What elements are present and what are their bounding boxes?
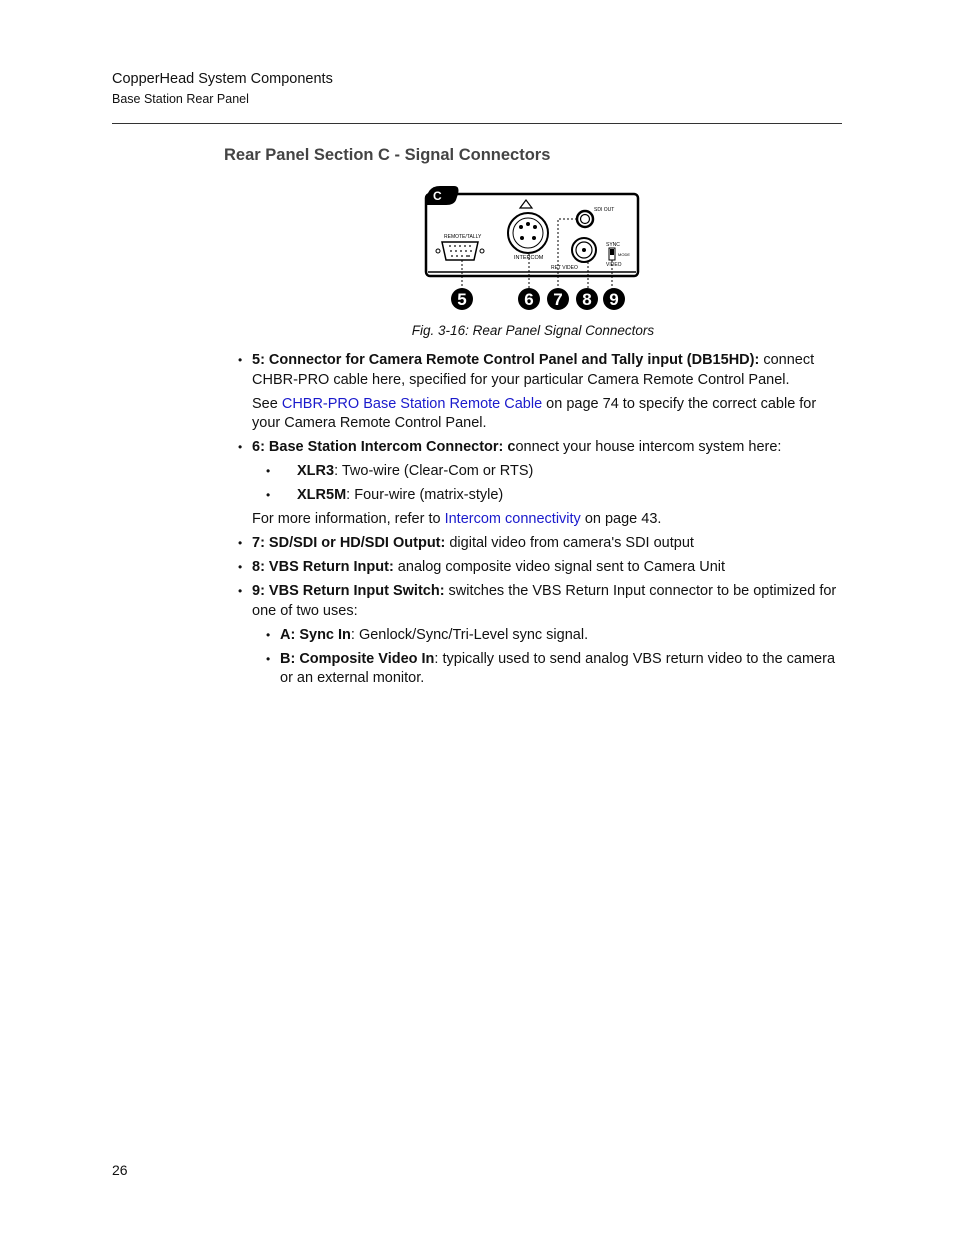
- sync-label: SYNC: [606, 242, 620, 248]
- section-heading: Rear Panel Section C - Signal Connectors: [224, 146, 551, 164]
- more-prefix: For more information, refer to: [252, 511, 445, 527]
- ret-video-label: RET VIDEO: [551, 265, 578, 271]
- sync-in-desc: : Genlock/Sync/Tri-Level sync signal.: [350, 626, 589, 643]
- composite-video-term: B: Composite Video In: [280, 650, 435, 667]
- list-item-6: [238, 438, 842, 458]
- xlr5m-desc: : Four-wire (matrix-style): [346, 487, 504, 503]
- figure-caption: Fig. 3-16: Rear Panel Signal Connectors: [411, 323, 655, 338]
- xlr3-desc: : Two-wire (Clear-Com or RTS): [334, 463, 534, 479]
- item-9-title: 9: VBS Return Input Switch:: [252, 583, 445, 599]
- item-5-text: connect CHBR-PRO cable here, specified for your particular Camera Remote Control Panel.: [252, 352, 815, 388]
- sub-item-xlr5m: [238, 486, 842, 506]
- page-number: 26: [112, 1162, 128, 1178]
- composite-video-desc: : typically used to send analog VBS return video to the camera or an external monitor.: [280, 650, 836, 686]
- sub-item-xlr3: [238, 462, 842, 482]
- item-5-title: 5: Connector for Camera Remote Control Panel and Tally input (DB15HD):: [252, 352, 760, 368]
- callout-5-label: 5: [457, 290, 467, 309]
- item-6-title: 6: Base Station Intercom Connector: c: [252, 439, 516, 455]
- db15-connector: [442, 242, 478, 260]
- rear-panel-figure: [420, 180, 650, 320]
- sub-item-sync-in: [238, 626, 842, 646]
- item-8-text: analog composite video signal sent to Camera Unit: [393, 559, 726, 575]
- intercom-connectivity-link[interactable]: Intercom connectivity: [444, 511, 581, 527]
- see-suffix: on page 74 to specify the correct cable for your Camera Remote Control Panel.: [252, 395, 817, 431]
- callout-8-label: 8: [582, 290, 592, 309]
- section-badge: [426, 186, 459, 205]
- header-divider: [112, 123, 842, 124]
- sdi-out-label: SDI OUT: [594, 207, 615, 213]
- mode-label: MODE: [618, 252, 630, 257]
- callout-9-label: 9: [609, 290, 619, 309]
- list-item-5: [238, 351, 842, 390]
- remote-tally-label: REMOTE/TALLY: [444, 234, 482, 240]
- callout-7-label: 7: [553, 290, 563, 309]
- video-label: VIDEO: [606, 262, 622, 268]
- section-letter: C: [433, 189, 442, 203]
- sync-in-term: A: Sync In: [280, 626, 351, 643]
- list-item-9: [238, 582, 842, 621]
- chbr-pro-cable-link[interactable]: CHBR-PRO Base Station Remote Cable: [281, 395, 543, 412]
- item-7-title: 7: SD/SDI or HD/SDI Output:: [252, 535, 446, 551]
- item-7-text: digital video from camera's SDI output: [445, 535, 694, 551]
- xlr-connector: [508, 213, 548, 253]
- running-header-title: CopperHead System Components: [112, 71, 333, 87]
- xlr3-term: XLR3: [297, 463, 335, 479]
- list-item-7: [238, 534, 842, 554]
- running-header-subtitle: Base Station Rear Panel: [112, 92, 249, 106]
- xlr5m-term: XLR5M: [297, 487, 347, 503]
- item-9-text: switches the VBS Return Input connector to be optimized for one of two uses:: [252, 583, 837, 619]
- item-8-title: 8: VBS Return Input:: [252, 559, 394, 575]
- item-6-more-info: [238, 510, 842, 530]
- list-item-8: [238, 558, 842, 578]
- item-6-text: onnect your house intercom system here:: [515, 439, 782, 455]
- connector-list: [238, 351, 842, 693]
- see-prefix: See: [252, 395, 282, 412]
- sub-item-composite-video-in: [238, 650, 842, 689]
- intercom-label: INTERCOM: [514, 255, 544, 261]
- sdi-out-connector: [577, 211, 593, 227]
- callout-6-label: 6: [524, 290, 534, 309]
- more-suffix: on page 43.: [580, 511, 662, 527]
- item-5-see-also: [238, 395, 842, 434]
